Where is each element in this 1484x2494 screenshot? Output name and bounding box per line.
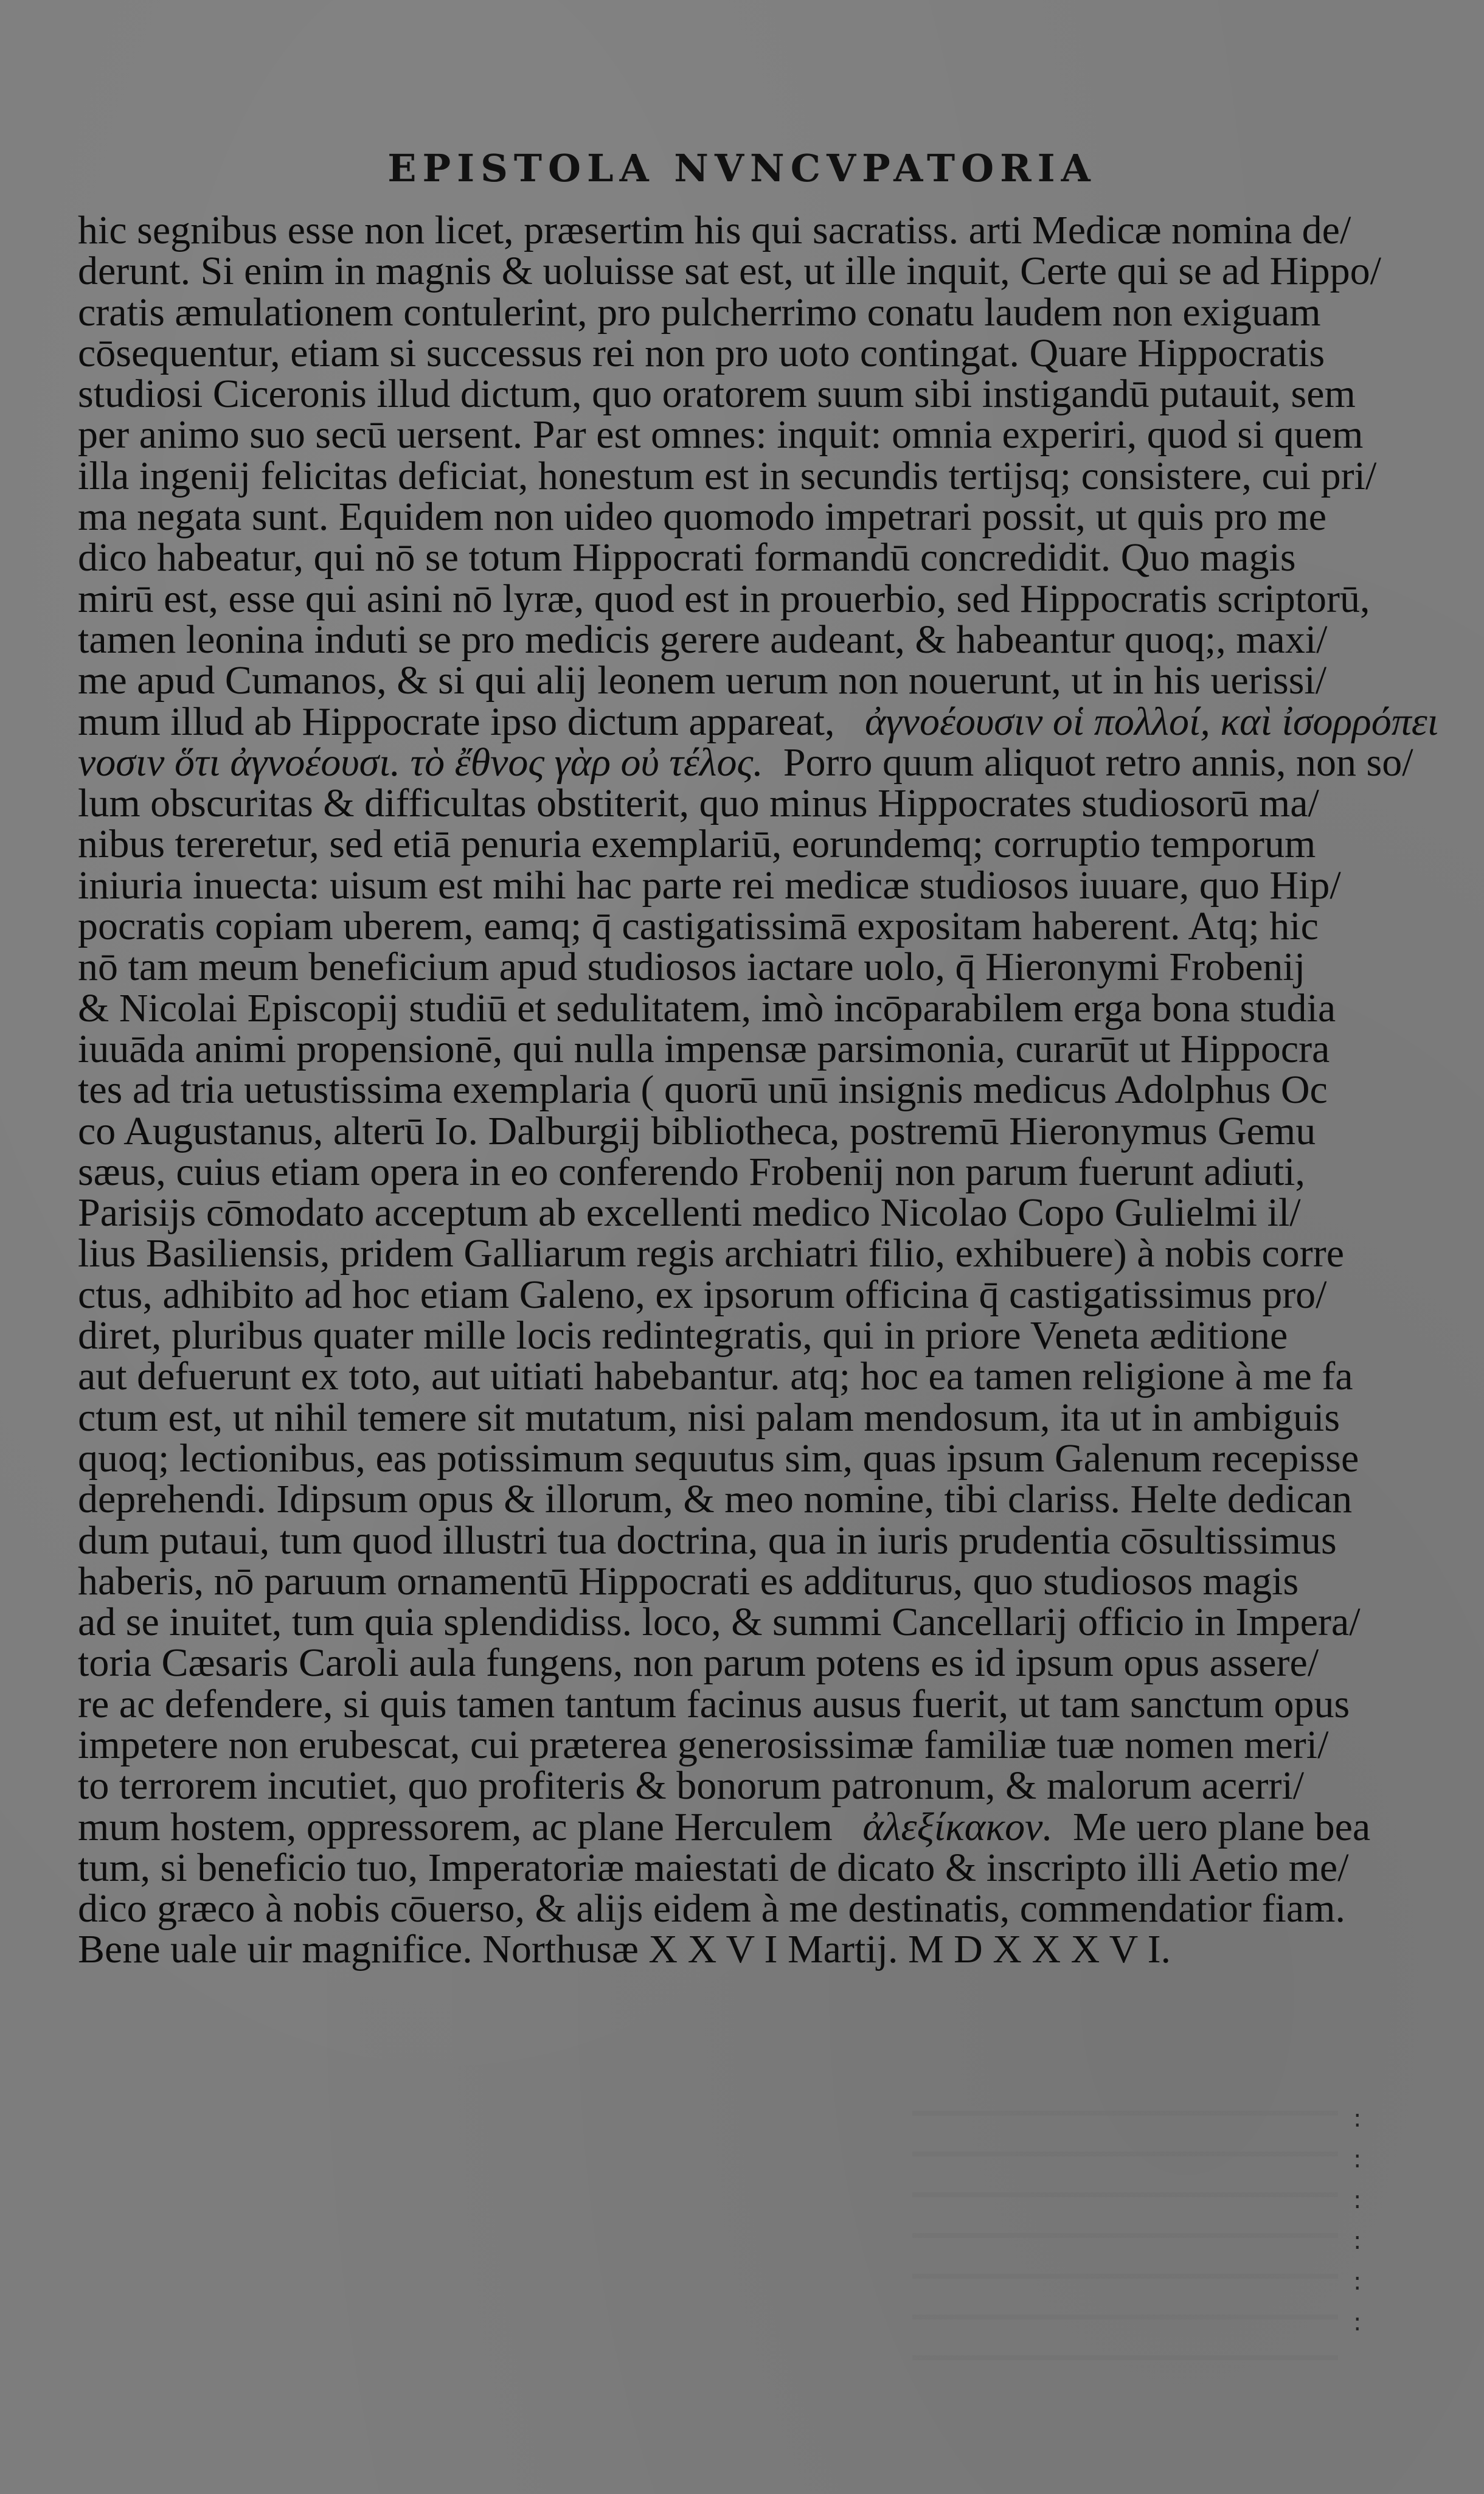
text-line: aut defuerunt ex toto, aut uitiati habebantur. atq; hoc ea tamen religione à me fa bbox=[78, 1354, 1353, 1399]
text-line: per animo suo secū uersent. Par est omnes: inquit: omnia experiri, quod si quem bbox=[78, 412, 1364, 457]
text-line: dico habeatur, qui nō se totum Hippocrati formandū concredidit. Quo magis bbox=[78, 535, 1296, 580]
text-line: deprehendi. Idipsum opus & illorum, & meo nomine, tibi clariss. Helte dedican bbox=[78, 1477, 1353, 1522]
text-line: me apud Cumanos, & si qui alij leonem uerum non nouerunt, ut in his uerissi/ bbox=[78, 658, 1327, 703]
text-line: toria Cæsaris Caroli aula fungens, non parum potens es id ipsum opus assere/ bbox=[78, 1641, 1319, 1686]
text-line: illa ingenij felicitas deficiat, honestum est in secundis tertijsq; consistere, cui pri/ bbox=[78, 453, 1377, 498]
show-through-text bbox=[912, 2105, 1338, 2360]
text-line: mirū est, esse qui asini nō lyræ, quod est in prouerbio, sed Hippocratis scriptorū, bbox=[78, 576, 1370, 621]
text-line: lum obscuritas & difficultas obstiterit, quo minus Hippocrates studiosorū ma/ bbox=[78, 781, 1319, 826]
text-line: haberis, nō paruum ornamentū Hippocrati es additurus, quo studiosos magis bbox=[78, 1558, 1299, 1603]
text-line: tes ad tria uetustissima exemplaria ( quorū unū insignis medicus Adolphus Oc bbox=[78, 1068, 1328, 1113]
latin-text: Porro quum aliquot retro annis, non so/ bbox=[783, 740, 1413, 785]
text-line: re ac defendere, si quis tamen tantum facinus ausus fuerit, ut tam sanctum opus bbox=[78, 1681, 1350, 1726]
text-line bbox=[78, 699, 1439, 744]
text-line: iniuria inuecta: uisum est mihi hac parte rei medicæ studiosos iuuare, quo Hip/ bbox=[78, 863, 1341, 908]
running-head: EPISTOLA NVNCVPATORIA bbox=[387, 146, 1097, 190]
latin-text: mum illud ab Hippocrate ipso dictum appareat, bbox=[78, 699, 835, 744]
text-line: iuuāda animi propensionē, qui nulla impensæ parsimonia, curarūt ut Hippocra bbox=[78, 1026, 1330, 1071]
greek-quotation: νοσιν ὅτι ἀγνοέουσι. τὸ ἔθνος γὰρ οὐ τέλος. bbox=[78, 740, 763, 785]
text-line: & Nicolai Episcopij studiū et sedulitatem, imò incōparabilem erga bona studia bbox=[78, 985, 1336, 1030]
text-line: ma negata sunt. Equidem non uideo quomodo impetrari possit, ut quis pro me bbox=[78, 495, 1327, 540]
text-line bbox=[78, 740, 1413, 785]
text-line: Bene uale uir magnifice. Northusæ X X V I Martij. M D X X X V I. bbox=[78, 1927, 1171, 1972]
text-line: pocratis copiam uberem, eamq; q̄ castigatissimā expositam haberent. Atq; hic bbox=[78, 904, 1319, 949]
text-line: nō tam meum beneficium apud studiosos iactare uolo, q̄ Hieronymi Frobenij bbox=[78, 945, 1306, 990]
margin-mark: : bbox=[1353, 2308, 1362, 2336]
text-line: lius Basiliensis, pridem Galliarum regis archiatri filio, exhibuere) à nobis corre bbox=[78, 1231, 1345, 1276]
margin-marks bbox=[1353, 2099, 1361, 2343]
text-line: nibus tereretur, sed etiā penuria exemplariū, eorundemq; corruptio temporum bbox=[78, 822, 1316, 867]
margin-mark: : bbox=[1353, 2105, 1362, 2133]
text-line: tum, si beneficio tuo, Imperatoriæ maiestati de dicato & inscripto illi Aetio me/ bbox=[78, 1845, 1349, 1890]
margin-mark: : bbox=[1353, 2268, 1362, 2296]
text-line: ctum est, ut nihil temere sit mutatum, nisi palam mendosum, ita ut in ambiguis bbox=[78, 1395, 1340, 1440]
text-line: co Augustanus, alterū Io. Dalburgij bibliotheca, postremū Hieronymus Gemu bbox=[78, 1108, 1316, 1153]
greek-quotation: ἀγνοέουσιν οἱ πολλοί, καὶ ἰσορρόπει bbox=[865, 699, 1439, 744]
latin-text: Me uero plane bea bbox=[1072, 1804, 1371, 1849]
text-line: ctus, adhibito ad hoc etiam Galeno, ex ipsorum officina q̄ castigatissimus pro/ bbox=[78, 1272, 1327, 1317]
text-line: cratis æmulationem contulerint, pro pulcherrimo conatu laudem non exiguam bbox=[78, 290, 1321, 335]
margin-mark: : bbox=[1353, 2227, 1362, 2255]
text-line: ad se inuitet, tum quia splendidiss. loco, & summi Cancellarij officio in Impera/ bbox=[78, 1600, 1361, 1645]
text-line: quoq; lectionibus, eas potissimum sequutus sim, quas ipsum Galenum recepisse bbox=[78, 1436, 1359, 1481]
margin-mark: : bbox=[1353, 2186, 1362, 2214]
text-line bbox=[78, 1804, 1373, 1849]
text-line: studiosi Ciceronis illud dictum, quo oratorem suum sibi instigandū putauit, sem bbox=[78, 372, 1356, 417]
greek-word: ἀλεξίκακον. bbox=[862, 1804, 1053, 1849]
text-line: dum putaui, tum quod illustri tua doctrina, qua in iuris prudentia cōsultissimus bbox=[78, 1518, 1337, 1563]
text-line: hic segnibus esse non licet, præsertim his qui sacratiss. arti Medicæ nomina de/ bbox=[78, 208, 1351, 252]
latin-text: mum hostem, oppressorem, ac plane Herculem bbox=[78, 1804, 833, 1849]
text-line: diret, pluribus quater mille locis redintegratis, qui in priore Veneta æditione bbox=[78, 1313, 1288, 1358]
text-line: dico græco à nobis cōuerso, & alijs eidem à me destinatis, commendatior fiam. bbox=[78, 1886, 1345, 1931]
text-line: to terrorem incutiet, quo profiteris & bonorum patronum, & malorum acerri/ bbox=[78, 1763, 1305, 1808]
text-line: tamen leonina induti se pro medicis gerere audeant, & habeantur quoq;, maxi/ bbox=[78, 617, 1328, 662]
text-line: derunt. Si enim in magnis & uoluisse sat est, ut ille inquit, Certe qui se ad Hippo/ bbox=[78, 249, 1381, 294]
dedicatory-epistle-text bbox=[78, 208, 1439, 1972]
margin-mark: : bbox=[1353, 2145, 1362, 2173]
text-line: Parisijs cōmodato acceptum ab excellenti medico Nicolao Copo Gulielmi il/ bbox=[78, 1190, 1301, 1235]
text-line: cōsequentur, etiam si successus rei non pro uoto contingat. Quare Hippocratis bbox=[78, 330, 1325, 375]
text-line: impetere non erubescat, cui præterea generosissimæ familiæ tuæ nomen meri/ bbox=[78, 1722, 1329, 1767]
text-line: sæus, cuius etiam opera in eo conferendo Frobenij non parum fuerunt adiuti, bbox=[78, 1149, 1305, 1194]
